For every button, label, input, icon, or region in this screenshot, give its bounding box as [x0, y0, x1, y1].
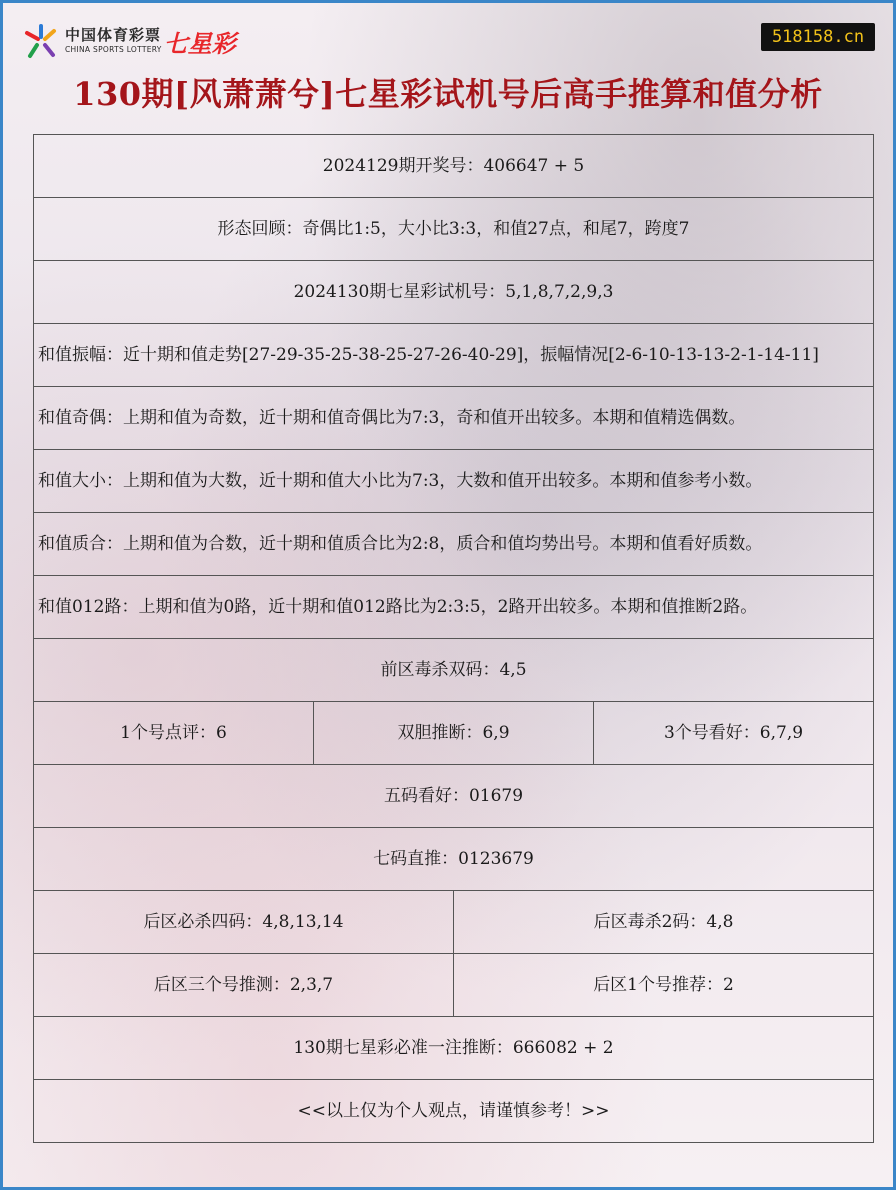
table-row: [34, 702, 874, 765]
seven-code-pick: 七码直推：0123679: [34, 828, 874, 891]
single-number-pick: 1个号点评：6: [34, 702, 314, 765]
final-ticket-pick: 130期七星彩必准一注推断：666082 + 2: [34, 1017, 874, 1080]
disclaimer: <<以上仅为个人观点，请谨慎参考！>>: [34, 1080, 874, 1143]
back-three-pick: 后区三个号推测：2,3,7: [34, 954, 454, 1017]
logo-game-text: 七星彩: [163, 29, 236, 58]
prediction-table: [33, 134, 874, 1143]
table-row: [34, 135, 874, 198]
table-row: [34, 324, 874, 387]
last-draw-number: 2024129期开奖号：406647 + 5: [34, 135, 874, 198]
table-row: [34, 639, 874, 702]
table-row: [34, 450, 874, 513]
test-number: 2024130期七星彩试机号：5,1,8,7,2,9,3: [34, 261, 874, 324]
double-gall-pick: 双胆推断：6,9: [314, 702, 594, 765]
sum-012-route: 和值012路：上期和值为0路，近十期和值012路比为2:3:5，2路开出较多。本期和值推断2路。: [34, 576, 874, 639]
front-kill-pair: 前区毒杀双码：4,5: [34, 639, 874, 702]
sum-amplitude: 和值振幅：近十期和值走势[27-29-35-25-38-25-27-26-40-29]，振幅情况[2-6-10-13-13-2-1-14-11]: [34, 324, 874, 387]
three-number-pick: 3个号看好：6,7,9: [594, 702, 874, 765]
table-row: [34, 1080, 874, 1143]
logo-en-text: CHINA SPORTS LOTTERY: [65, 45, 162, 55]
table-row: [34, 513, 874, 576]
back-one-pick: 后区1个号推荐：2: [454, 954, 874, 1017]
table-row: [34, 954, 874, 1017]
sum-odd-even: 和值奇偶：上期和值为奇数，近十期和值奇偶比为7:3，奇和值开出较多。本期和值精选偶数。: [34, 387, 874, 450]
table-row: [34, 891, 874, 954]
sum-big-small: 和值大小：上期和值为大数，近十期和值大小比为7:3，大数和值开出较多。本期和值参考小数。: [34, 450, 874, 513]
table-row: [34, 1017, 874, 1080]
table-row: [34, 387, 874, 450]
back-kill-two: 后区毒杀2码：4,8: [454, 891, 874, 954]
table-row: [34, 765, 874, 828]
back-kill-four: 后区必杀四码：4,8,13,14: [34, 891, 454, 954]
table-row: [34, 576, 874, 639]
sum-prime-composite: 和值质合：上期和值为合数，近十期和值质合比为2:8，质合和值均势出号。本期和值看好质数。: [34, 513, 874, 576]
lottery-star-icon: [23, 23, 59, 59]
page-title: 130期[风萧萧兮]七星彩试机号后高手推算和值分析: [73, 75, 823, 113]
pattern-review: 形态回顾：奇偶比1:5，大小比3:3，和值27点，和尾7，跨度7: [34, 198, 874, 261]
five-code-pick: 五码看好：01679: [34, 765, 874, 828]
table-row: [34, 828, 874, 891]
china-sports-lottery-logo: [23, 21, 236, 61]
logo-cn-text: 中国体育彩票: [65, 26, 162, 45]
site-badge[interactable]: 518158.cn: [761, 23, 875, 51]
table-row: [34, 261, 874, 324]
table-row: [34, 198, 874, 261]
